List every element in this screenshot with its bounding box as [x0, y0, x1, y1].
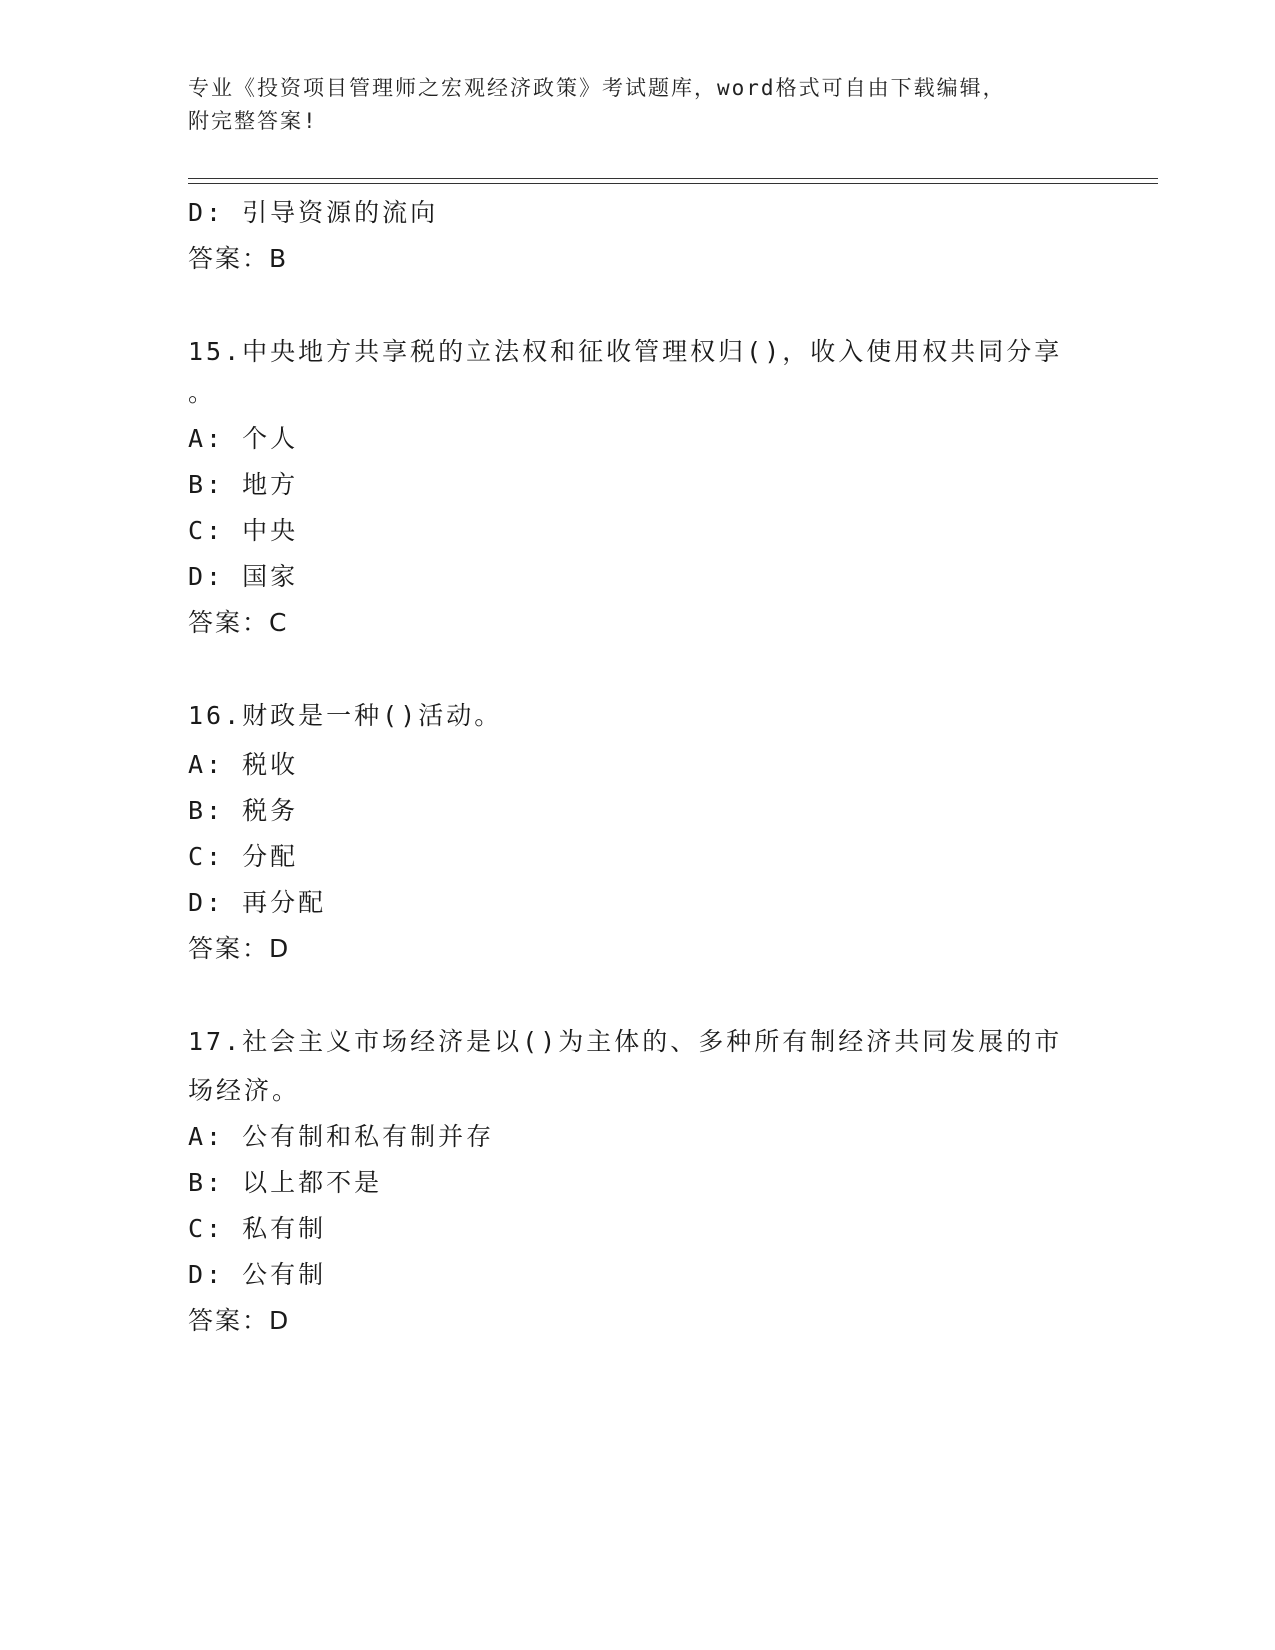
question-stem: 17.社会主义市场经济是以()为主体的、多种所有制经济共同发展的市: [188, 1027, 1063, 1056]
option-c: C: 私有制: [188, 1214, 327, 1243]
page-header: [188, 72, 1088, 138]
option-b: B: 税务: [188, 796, 299, 825]
question-stem-continuation: 。: [188, 378, 217, 407]
header-divider-second: [188, 183, 1158, 184]
header-divider: [188, 178, 1158, 179]
answer-line: 答案：D: [188, 934, 291, 963]
spacer: [188, 972, 1088, 1016]
option-c: C: 分配: [188, 842, 299, 871]
option-a: A: 公有制和私有制并存: [188, 1122, 495, 1151]
header-title-line2: 附完整答案!: [188, 109, 318, 133]
answer-line: 答案：C: [188, 608, 289, 637]
option-a: A: 个人: [188, 424, 299, 453]
answer-line: 答案：D: [188, 1306, 291, 1335]
option-d: D: 再分配: [188, 888, 327, 917]
option-b: B: 地方: [188, 470, 299, 499]
option-b: B: 以上都不是: [188, 1168, 383, 1197]
option-c: C: 中央: [188, 516, 299, 545]
answer-line: 答案：B: [188, 244, 289, 273]
question-block-15: [188, 326, 1088, 646]
question-block-17: [188, 1016, 1088, 1344]
spacer: [188, 646, 1088, 690]
option-d: D: 国家: [188, 562, 299, 591]
option-d: D: 引导资源的流向: [188, 198, 439, 227]
question-content: [188, 190, 1088, 1344]
option-a: A: 税收: [188, 750, 299, 779]
question-block-16: [188, 690, 1088, 972]
question-stem-continuation: 场经济。: [188, 1076, 301, 1105]
spacer: [188, 282, 1088, 326]
option-d: D: 公有制: [188, 1260, 327, 1289]
header-title-line1: 专业《投资项目管理师之宏观经济政策》考试题库，word格式可自由下载编辑，: [188, 76, 1006, 100]
question-stem: 16.财政是一种()活动。: [188, 701, 503, 730]
question-stem: 15.中央地方共享税的立法权和征收管理权归()，收入使用权共同分享: [188, 337, 1063, 366]
